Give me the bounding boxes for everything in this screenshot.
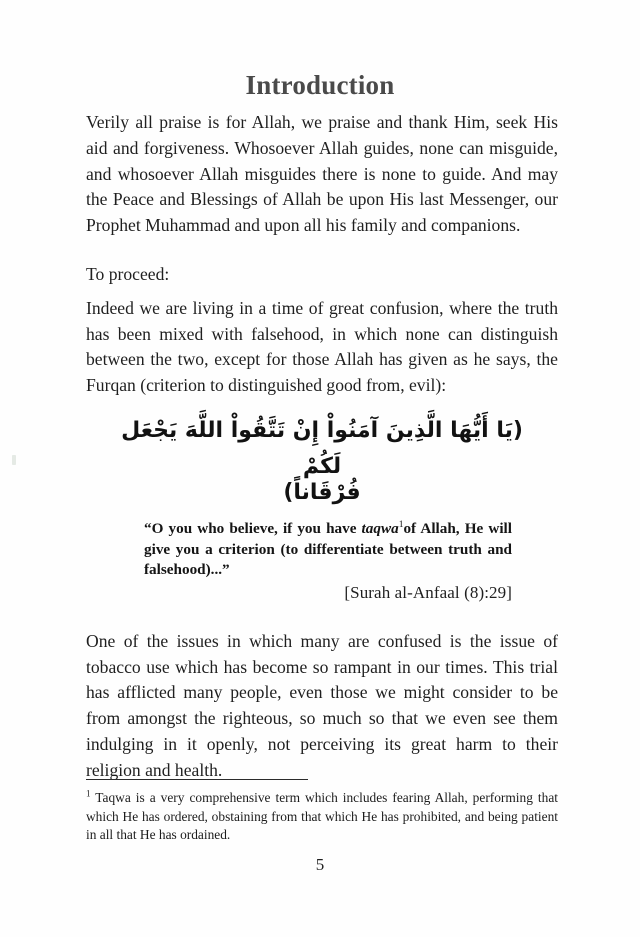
- quran-arabic-block: [86, 413, 558, 511]
- footnote-body-text: Taqwa is a very comprehensive term which includes fearing Allah, performing that which He has ordered, obstaining from that which He has prohibited, and being patient in all that He has ordained.: [86, 790, 558, 843]
- footnote-number-marker: 1: [86, 788, 91, 799]
- quran-citation: [Surah al-Anfaal (8):29]: [344, 582, 512, 602]
- footnote-separator-rule: [86, 779, 308, 780]
- paragraph-spacer: [86, 288, 558, 296]
- translation-text-part-2: of Allah, He will give you a criterion (to differentiate between truth and falsehood)...”: [144, 519, 512, 579]
- footnote-area: [86, 779, 558, 845]
- translation-text-part-1: “O you who believe, if you have: [144, 519, 362, 537]
- body-paragraph-4: One of the issues in which many are confused is the issue of tobacco use which has become so rampant in our times. This trial has afflicted many people, even those we might consider to be from amongst the righteous, so much so that we even see them indulging in it openly, not perceiving its great harm to their religion and health.: [86, 630, 558, 780]
- page-title: Introduction: [245, 70, 395, 101]
- translation-emphasis-taqwa: taqwa: [361, 519, 399, 537]
- footnote-reference-marker: 1: [398, 519, 404, 530]
- quran-arabic-line-2: فُرْقَاناً): [283, 479, 361, 505]
- body-paragraph-to-proceed: To proceed:: [86, 263, 170, 284]
- scan-artifact-speck: [12, 455, 16, 465]
- quran-translation: [144, 519, 512, 581]
- page-content: [86, 110, 558, 784]
- footnote-entry: [86, 789, 558, 845]
- body-paragraph-3: Indeed we are living in a time of great confusion, where the truth has been mixed with falsehood, in which none can distinguish between the two, except for those Allah has given as he says, the Furqan (criterion to distinguished good from, evil):: [86, 297, 558, 396]
- quran-arabic-line-1: (يَا أَيُّهَا الَّذِينَ آمَنُواْ إِنْ تَتَّقُواْ اللَّهَ يَجْعَل لَكُمْ: [121, 417, 523, 479]
- paragraph-spacer: [86, 239, 558, 262]
- body-paragraph-1: Verily all praise is for Allah, we praise and thank Him, seek His aid and forgiveness. Whosoever Allah guides, none can misguide, and whosoever Allah misguides there is none to guide. And may the Peace and Blessings of Allah be upon His last Messenger, our Prophet Muhammad and upon all his family and companions.: [86, 112, 558, 236]
- paragraph-spacer: [86, 603, 558, 629]
- page-number: 5: [315, 855, 325, 874]
